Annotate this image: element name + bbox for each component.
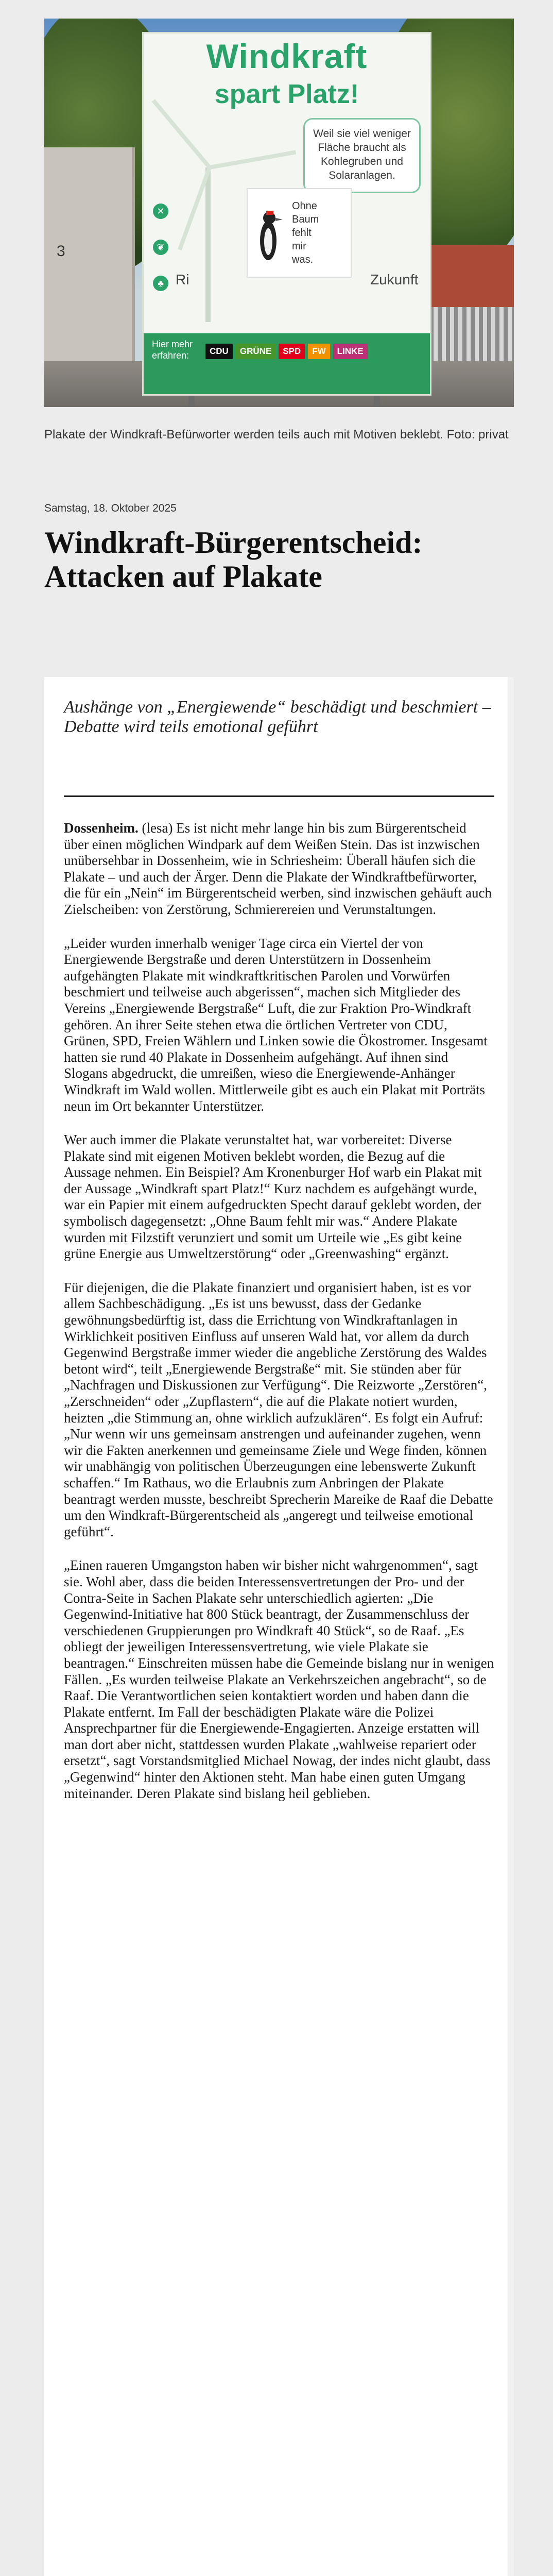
article-photo: [44, 19, 514, 407]
paragraph: Wer auch immer die Plakate verunstaltet hat, war vorbereitet: Diverse Plakate sind mit eigenen Motiven beklebt worden, die Bezug auf die Aussage nehmen. Ein Beispiel? Am Kronenburger Hof warb ein Plakat mit der Aussage „Windkraft spart Platz!“ Kurz nachdem es aufgehängt wurde, war ein Papier mit einem aufgedruckten Specht darauf geklebt worden, der symbolisch dagegensetzt: „Ohne Baum fehlt mir was.“ Andere Plakate wurden mit Filzstift verunziert und somit um Urteile wie „Es gibt keine grüne Energie aus Umweltzerstörung“ oder „Greenwashing“ ergänzt.: [64, 1132, 482, 1262]
house-number: 3: [57, 243, 65, 260]
poster-subtitle: spart Platz!: [214, 79, 359, 109]
leaf-icon: ❦: [153, 240, 168, 255]
logo-fw: FW: [308, 344, 330, 359]
sticker-line: was.: [292, 254, 314, 265]
paragraph: [64, 820, 494, 918]
turbine-blade: [209, 150, 296, 170]
woodpecker-sticker: [247, 188, 352, 278]
poster-bottom-text: Hier mehr erfahren:: [152, 339, 193, 361]
poster-title: Windkraft: [206, 37, 368, 75]
paragraph-text: (lesa) Es ist nicht mehr lange hin bis zum Bürgerentscheid über einen möglichen Windpark auf dem Weißen Stein. Das ist inzwischen unübersehbar in Dossenheim, wie in Schriesheim: Überall häufen sich die Plakate – und auch der Ärger. Denn die Plakate der Windkraftbefürworter, die für ein „Nein“ im Bürgerentscheid werben, sind inzwischen gehäuft auch Zielscheiben: von Zerstörung, Schmierereien und Verunstaltungen.: [64, 820, 492, 917]
article-date: Samstag, 18. Oktober 2025: [44, 502, 177, 514]
scrollbar-track[interactable]: [508, 677, 514, 2576]
article-lead: Aushänge von „Energiewende“ beschädigt und beschmiert – Debatte wird teils emotional geführt: [64, 698, 491, 736]
woodpecker-icon: [253, 205, 284, 266]
article-text: [64, 820, 494, 1819]
logo-spd: SPD: [279, 344, 305, 359]
logo-gruene: GRÜNE: [236, 344, 275, 359]
sticker-line: Ohne: [292, 200, 317, 212]
poster-bottom-bar: [144, 333, 430, 394]
house-left: [44, 147, 135, 364]
divider: [64, 795, 494, 797]
paragraph: Für diejenigen, die die Plakate finanziert und organisiert haben, ist es vor allem Sachbeschädigung. „Es ist uns bewusst, dass der Gedanke gewöhnungsbedürftig ist, dass die Errichtung von Windkraftanlagen in Wirklichkeit positiven Einfluss auf unseren Wald hat, vor allem da durch Gegenwind Bergstraße immer wieder die angebliche Zerstörung des Waldes betont wird“, teilt „Energiewende Bergstraße“ mit. Sie stünden aber für „Nachfragen und Diskussionen zur Verfügung“. Die Reizworte „Zerstören“, „Zerschneiden“ oder „Zupflastern“, die auf die Plakate notiert wurden, heizten „die Stimmung an, ohne wirklich aufzuklären“. Es folgt ein Aufruf: „Nur wenn wir uns gemeinsam anstrengen und aufeinander zugehen, wenn wir die Fakten anerkennen und gemeinsame Ziele und Wege finden, können wir unabhängig von politischen Überzeugungen eine lebenswerte Zukunft schaffen.“ Im Rathaus, wo die Erlaubnis zum Anbringen der Plakate beantragt werden musste, beschreibt Sprecherin Mareike de Raaf die Debatte um den Windkraft-Bürgerentscheid als „angeregt und teilweise emotional geführt“.: [64, 1279, 493, 1539]
speech-bubble-text: Weil sie viel weniger Fläche braucht als Kohlegruben und Solaranlagen.: [313, 128, 411, 181]
sticker-line: mir: [292, 241, 306, 252]
party-logos: [205, 344, 425, 380]
photo-caption: Plakate der Windkraft-Befürworter werden teils auch mit Motiven beklebt. Foto: privat: [44, 428, 509, 442]
poster-side-text-right: Zukunft: [370, 272, 419, 287]
paragraph: „Leider wurden innerhalb weniger Tage circa ein Viertel der von Energiewende Bergstraße und deren Unterstützern in Dossenheim aufgehängten Plakate mit windkraftkritischen Parolen und Vorwürfen beschmiert und teilweise auch abgerissen“, machen sich Mitglieder des Vereins „Energiewende Bergstraße“ Luft, die zur Fraktion Pro-Windkraft gehören. An ihrer Seite stehen etwa die örtlichen Vertreter von CDU, Grünen, SPD, Freien Wählern und Linken sowie die Ökostromer. Insgesamt hatten sie rund 40 Plakate in Dossenheim aufgehängt. Auf ihnen sind Slogans abgedruckt, die umreißen, wieso die Energiewende-Anhänger Windkraft im Wald wollen. Mittlerweile gibt es auch ein Plakat mit Porträts neun im Ort bekannter Unterstützer.: [64, 935, 488, 1114]
checkmark-icon: ✕: [153, 204, 168, 219]
speech-bubble: [303, 118, 421, 193]
logo-cdu: CDU: [205, 344, 233, 359]
logo-linke: LINKE: [333, 344, 368, 359]
poster-side-text-left: Ri: [176, 272, 189, 287]
dateline: Dossenheim.: [64, 820, 139, 836]
turbine-mast: [205, 167, 211, 322]
tree-icon: ♣: [153, 276, 168, 291]
article-headline: Windkraft-Bürgerentscheid: Attacken auf Plakate: [44, 526, 423, 594]
paragraph: „Einen raueren Umgangston haben wir bisher nicht wahrgenommen“, sagt sie. Wohl aber, dass die beiden Interessensvertretungen der Pro- und der Contra-Seite in Sachen Plakate sehr unterschiedlich agierten: „Die Gegenwind-Initiative hat 800 Stück beantragt, der Zusammenschluss der verschiedenen Gruppierungen pro Windkraft 40 Stück“, so de Raaf. „Es obliegt der jeweiligen Interessensvertretung, wie viele Plakate sie beantragen.“ Einschreiten müssen habe die Gemeinde bislang nur in wenigen Fällen. „Es wurden teilweise Plakate an Verkehrszeichen angebracht“, so de Raaf. Die Verantwortlichen seien kontaktiert worden und haben dann die Plakate entfernt. Im Fall der beschädigten Plakate wäre die Polizei Ansprechpartner für die Energiewende-Engagierten. Anzeige erstatten will man dort aber nicht, stattdessen wurden Plakate „wahlweise repariert oder ersetzt“, sagt Vorstandsmitglied Michael Nowag, der indes nicht glaubt, dass „Gegenwind“ hinter den Aktionen steht. Man habe einen guten Umgang miteinander. Deren Plakate sind bislang heil geblieben.: [64, 1557, 494, 1801]
article-body-card: [44, 677, 514, 2576]
sticker-line: fehlt: [292, 227, 312, 239]
poster: [142, 32, 431, 396]
sticker-line: Baum: [292, 214, 319, 225]
sticker-text: [292, 199, 349, 266]
